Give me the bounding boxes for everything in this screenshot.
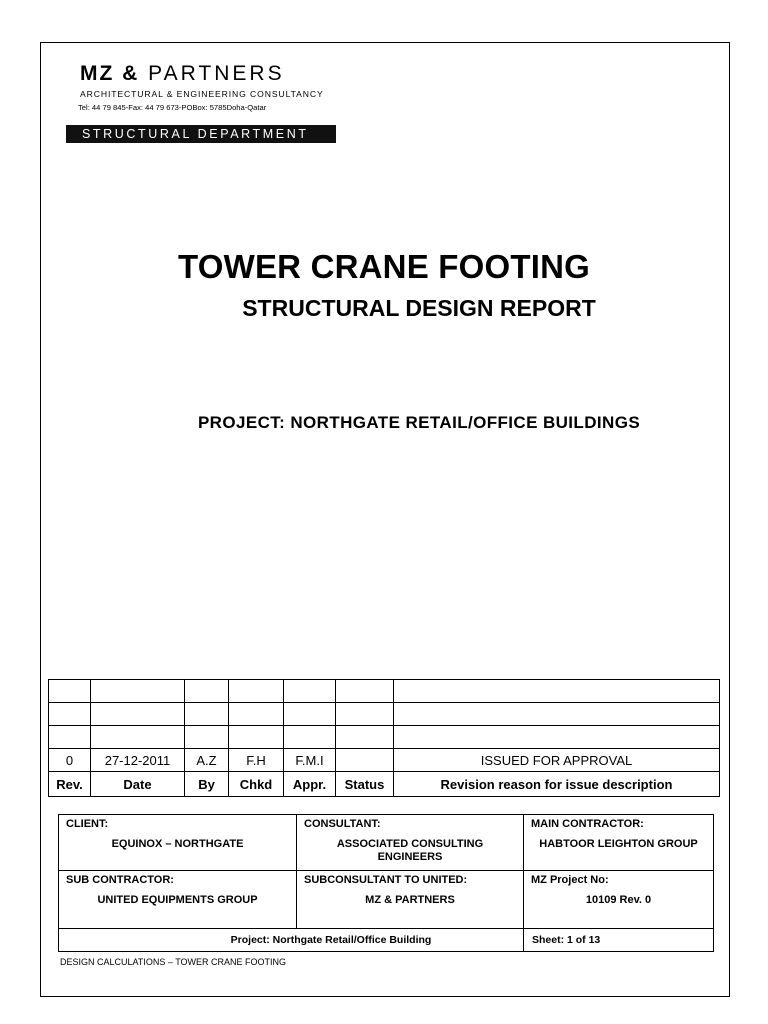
company-name: MZ & PARTNERS xyxy=(80,62,285,85)
sub-contractor-value: UNITED EQUIPMENTS GROUP xyxy=(97,894,258,906)
consultant-value: ASSOCIATED CONSULTING ENGINEERS xyxy=(336,838,484,863)
revision-row xyxy=(49,749,720,772)
department-banner: STRUCTURAL DEPARTMENT xyxy=(66,125,336,143)
subconsultant-value: MZ & PARTNERS xyxy=(365,894,455,906)
subconsultant-cell xyxy=(297,871,524,929)
project-footer: Project: Northgate Retail/Office Building xyxy=(59,929,524,952)
sub-contractor-cell xyxy=(59,871,297,929)
header-description: Revision reason for issue description xyxy=(394,772,720,797)
consultant-cell xyxy=(297,815,524,871)
sheet-number: Sheet: 1 of 13 xyxy=(524,929,714,952)
rev-number: 0 xyxy=(49,749,91,772)
mz-project-label: MZ Project No: xyxy=(531,874,609,886)
revision-table xyxy=(48,679,720,797)
company-logo xyxy=(80,62,324,112)
rev-approved: F.M.I xyxy=(284,749,336,772)
client-label: CLIENT: xyxy=(66,818,109,830)
info-row xyxy=(59,815,714,871)
header-appr: Appr. xyxy=(284,772,336,797)
footer-note: DESIGN CALCULATIONS – TOWER CRANE FOOTING xyxy=(60,957,287,967)
company-contact: Tel: 44 79 845-Fax: 44 79 673-POBox: 5785Doha-Qatar xyxy=(78,103,267,112)
report-subtitle: STRUCTURAL DESIGN REPORT xyxy=(242,295,596,321)
revision-empty-row xyxy=(49,680,720,703)
project-info-table xyxy=(58,814,714,952)
revision-empty-row xyxy=(49,726,720,749)
client-cell xyxy=(59,815,297,871)
rev-status xyxy=(336,749,394,772)
rev-checked: F.H xyxy=(229,749,284,772)
client-value: EQUINOX – NORTHGATE xyxy=(111,838,244,850)
info-footer-row xyxy=(59,929,714,952)
company-subtitle: ARCHITECTURAL & ENGINEERING CONSULTANCY xyxy=(80,89,324,99)
revision-header-row xyxy=(49,772,720,797)
header-by: By xyxy=(185,772,229,797)
header-rev: Rev. xyxy=(49,772,91,797)
project-name: PROJECT: NORTHGATE RETAIL/OFFICE BUILDINGS xyxy=(197,413,641,432)
rev-description: ISSUED FOR APPROVAL xyxy=(394,749,720,772)
main-contractor-value: HABTOOR LEIGHTON GROUP xyxy=(539,838,698,850)
consultant-label: CONSULTANT: xyxy=(304,818,381,830)
main-contractor-label: MAIN CONTRACTOR: xyxy=(531,818,644,830)
sub-contractor-label: SUB CONTRACTOR: xyxy=(66,874,174,886)
header-status: Status xyxy=(336,772,394,797)
report-title: TOWER CRANE FOOTING xyxy=(177,248,590,285)
header-date: Date xyxy=(91,772,185,797)
rev-date: 27-12-2011 xyxy=(91,749,185,772)
mz-project-value: 10109 Rev. 0 xyxy=(585,894,652,906)
rev-by: A.Z xyxy=(185,749,229,772)
main-contractor-cell xyxy=(524,815,714,871)
subconsultant-label: SUBCONSULTANT TO UNITED: xyxy=(304,874,468,886)
revision-empty-row xyxy=(49,703,720,726)
header-chkd: Chkd xyxy=(229,772,284,797)
mz-project-cell xyxy=(524,871,714,929)
info-row xyxy=(59,871,714,929)
